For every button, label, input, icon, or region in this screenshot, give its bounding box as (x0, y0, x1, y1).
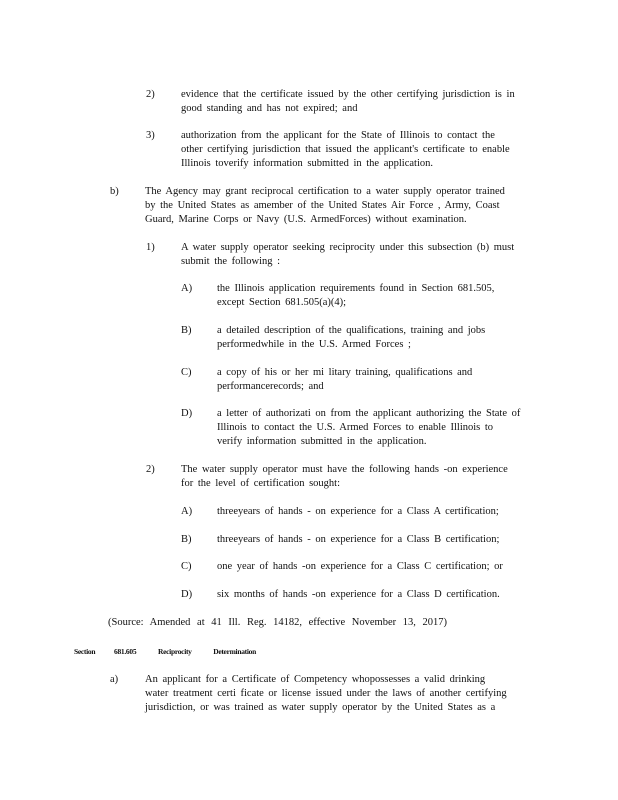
item-line: Illinois to contact the U.S. Armed Forces to enable Illinois to (217, 422, 494, 433)
item-label: B) (181, 325, 192, 336)
subsection-label: a) (110, 674, 119, 685)
item-line: authorization from the applicant for the State of Illinois to contact the (181, 130, 495, 141)
source-note: (Source: Amended at 41 Ill. Reg. 14182, effective November 13, 2017) (108, 617, 447, 628)
item-line: performancerecords; and (217, 381, 324, 392)
item-label: 2) (146, 89, 155, 100)
subsection-line: by the United States as amember of the United States Air Force , Army, Coast (145, 200, 500, 211)
subsection-line: An applicant for a Certificate of Competency whopossesses a valid drinking (145, 674, 486, 685)
item-line: six months of hands -on experience for a Class D certification. (217, 589, 500, 600)
item-line: a copy of his or her mi litary training, qualifications and (217, 367, 473, 378)
item-line: The water supply operator must have the following hands -on experience (181, 464, 508, 475)
item-line: a detailed description of the qualifications, training and jobs (217, 325, 486, 336)
subsection-line: Guard, Marine Corps or Navy (U.S. ArmedForces) without examination. (145, 214, 467, 225)
subsection-line: water treatment certi ficate or license issued under the laws of another certifying (145, 688, 507, 699)
item-line: for the level of certification sought: (181, 478, 340, 489)
item-label: B) (181, 534, 192, 545)
item-line: threeyears of hands - on experience for a Class A certification; (217, 506, 499, 517)
item-label: 1) (146, 242, 155, 253)
item-label: D) (181, 408, 193, 419)
item-line: verify information submitted in the application. (217, 436, 427, 447)
item-label: D) (181, 589, 193, 600)
item-line: one year of hands -on experience for a Class C certification; or (217, 561, 503, 572)
item-label: A) (181, 506, 193, 517)
item-line: Illinois toverify information submitted in the application. (181, 158, 433, 169)
item-label: C) (181, 561, 192, 572)
section-title: Reciprocity Determination (158, 647, 256, 656)
item-label: 3) (146, 130, 155, 141)
item-label: 2) (146, 464, 155, 475)
item-line: A water supply operator seeking reciprocity under this subsection (b) must (181, 242, 515, 253)
item-label: A) (181, 283, 193, 294)
item-label: C) (181, 367, 192, 378)
item-line: other certifying jurisdiction that issued the applicant's certificate to enable (181, 144, 510, 155)
subsection-label: b) (110, 186, 119, 197)
subsection-line: The Agency may grant reciprocal certification to a water supply operator trained (145, 186, 505, 197)
section-number: 681.605 (114, 647, 137, 656)
section-word: Section (74, 647, 96, 656)
item-line: threeyears of hands - on experience for a Class B certification; (217, 534, 500, 545)
item-line: a letter of authorizati on from the applicant authorizing the State of (217, 408, 521, 419)
subsection-line: jurisdiction, or was trained as water supply operator by the United States as a (145, 702, 496, 713)
item-line: except Section 681.505(a)(4); (217, 297, 347, 308)
item-line: the Illinois application requirements found in Section 681.505, (217, 283, 495, 294)
item-line: submit the following : (181, 256, 281, 267)
item-line: evidence that the certificate issued by the other certifying jurisdiction is in (181, 89, 515, 100)
item-line: performedwhile in the U.S. Armed Forces ; (217, 339, 411, 350)
item-line: good standing and has not expired; and (181, 103, 358, 114)
